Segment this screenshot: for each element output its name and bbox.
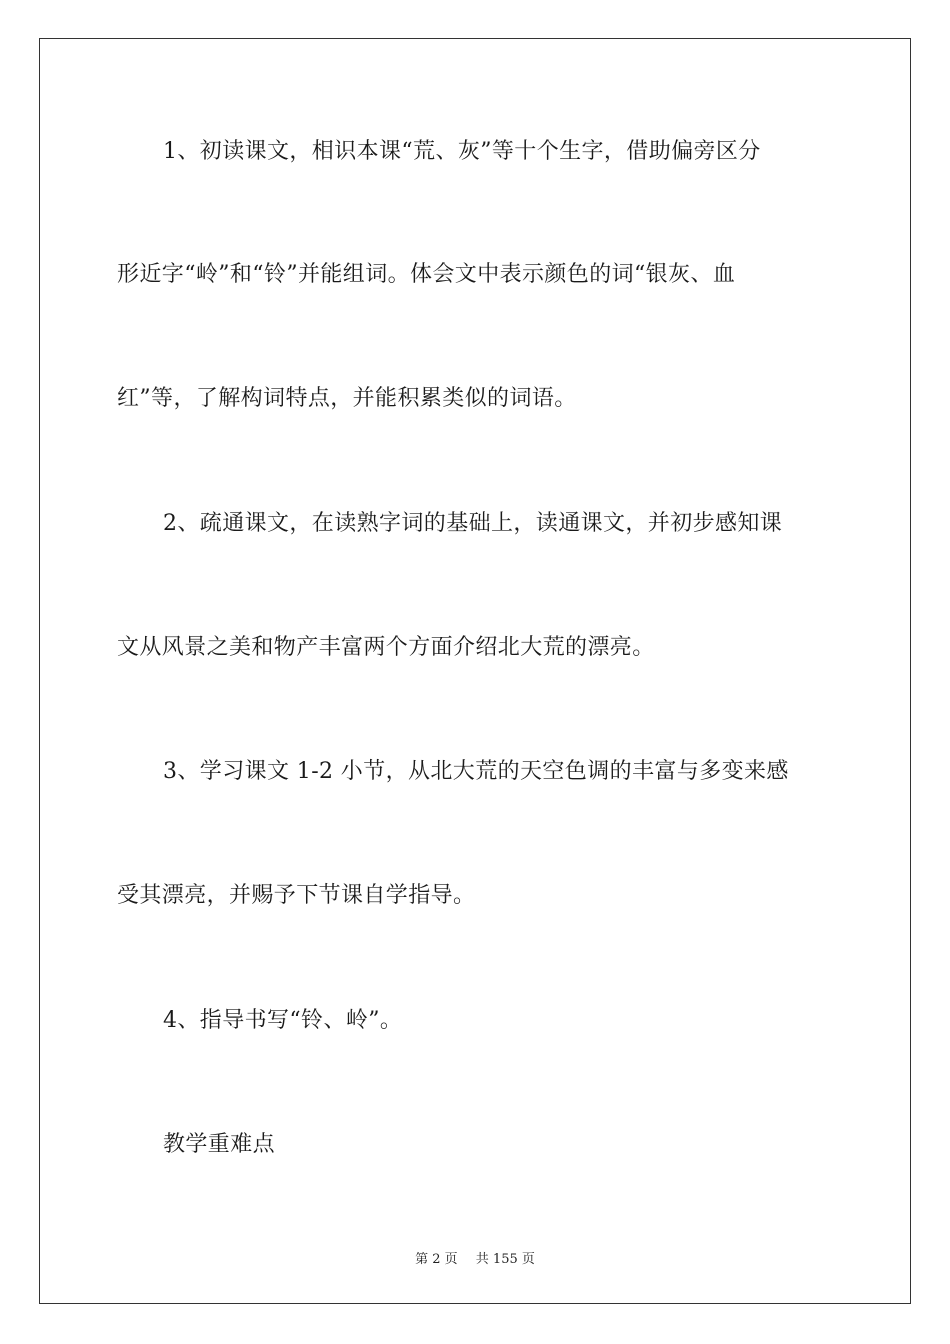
text-line-objective-3b: 受其漂亮，并赐予下节课自学指导。 — [117, 883, 476, 908]
text-line-objective-2a: 2、疏通课文，在读熟字词的基础上，读通课文，并初步感知课 — [163, 511, 783, 536]
page-total: 共 155 页 — [475, 1252, 535, 1267]
text-line-objective-1b: 形近字“岭”和“铃”并能组词。体会文中表示颜色的词“银灰、血 — [117, 262, 736, 287]
page-footer — [0, 1248, 950, 1267]
page-number: 第 2 页 — [415, 1252, 458, 1267]
text-line-objective-3a: 3、学习课文 1-2 小节，从北大荒的天空色调的丰富与多变来感 — [163, 759, 789, 784]
text-line-objective-1c: 红”等，了解构词特点，并能积累类似的词语。 — [117, 386, 577, 411]
section-heading: 教学重难点 — [163, 1132, 276, 1157]
text-line-objective-1a: 1、初读课文，相识本课“荒、灰”等十个生字，借助偏旁区分 — [163, 139, 761, 164]
text-line-objective-2b: 文从风景之美和物产丰富两个方面介绍北大荒的漂亮。 — [117, 635, 655, 660]
page-border — [39, 38, 911, 1304]
text-line-objective-4: 4、指导书写“铃、岭”。 — [163, 1008, 403, 1033]
